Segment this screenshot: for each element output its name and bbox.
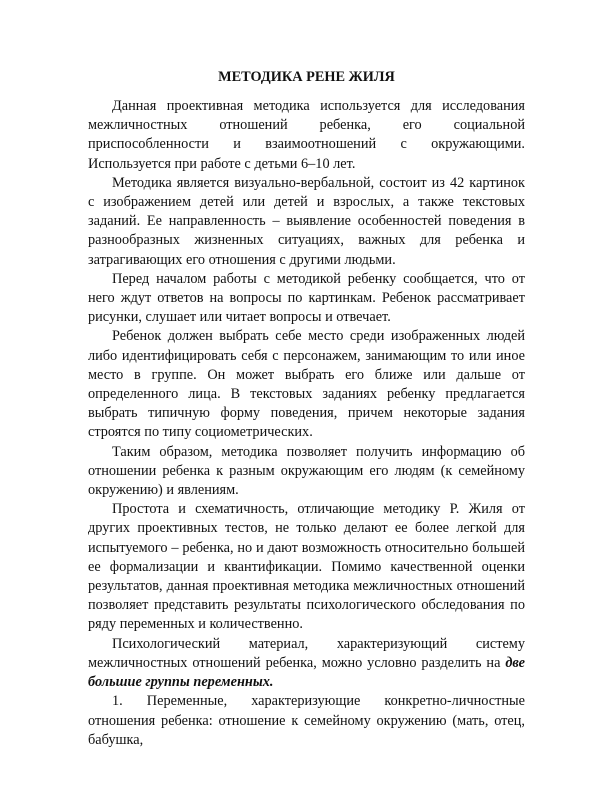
document-page <box>88 0 525 792</box>
paragraph-variables-text: Психологический материал, характеризующий систему межличностных отношений ребенка, можно условно разделить на <box>88 635 525 671</box>
paragraph-choice: Ребенок должен выбрать себе место среди изображенных людей либо идентифицировать себя с персонажем, занимающим то или иное место в группе. Он может выбрать его ближе или дальше от определенного лица. В текстовых заданиях ребенку предлагается выбрать типичную форму поведения, причем некоторые задания строятся по типу социометрических. <box>88 328 525 441</box>
paragraph-procedure: Перед началом работы с методикой ребенку сообщается, что от него ждут ответов на вопросы по картинкам. Ребенок рассматривает рисунки, слушает или читает вопросы и отвечает. <box>88 270 525 326</box>
paragraph-information: Таким образом, методика позволяет получить информацию об отношении ребенка к разным окружающим его людям (к семейному окружению) и явлениям. <box>88 443 525 499</box>
paragraph-variables-group-1: 1. Переменные, характеризующие конкретно-личностные отношения ребенка: отношение к семейному окружению (мать, отец, бабушка, <box>88 693 525 748</box>
paragraph-variables-intro <box>88 635 525 693</box>
paragraph-advantages: Простота и схематичность, отличающие методику Р. Жиля от других проективных тестов, не только делают ее более легкой для испытуемого – ребенка, но и дают возможность относительно большей ее формализации и квантификации. Помимо качественной оценки результатов, данная проективная методика межличностных отношений позволяет представить результаты психологического обследования по ряду переменных и количественно. <box>88 501 525 633</box>
paragraph-purpose: Данная проективная методика используется для исследования межличностных отношений ребенка, его социальной приспособленности и взаимоотношений с окружающими. Используется при работе с детьми 6–10 лет. <box>88 98 525 172</box>
document-body <box>88 97 525 750</box>
document-title: МЕТОДИКА РЕНЕ ЖИЛЯ <box>218 69 395 85</box>
paragraph-description: Методика является визуально-вербальной, состоит из 42 картинок с изображением детей или детей и взрослых, а также текстовых заданий. Ее направленность – выявление особенностей поведения в разнообразных жизненных ситуациях, важных для ребенка и затрагивающих его отношения с другими людьми. <box>88 174 525 268</box>
emphasis-variable-groups: две большие группы переменных. <box>88 654 525 691</box>
